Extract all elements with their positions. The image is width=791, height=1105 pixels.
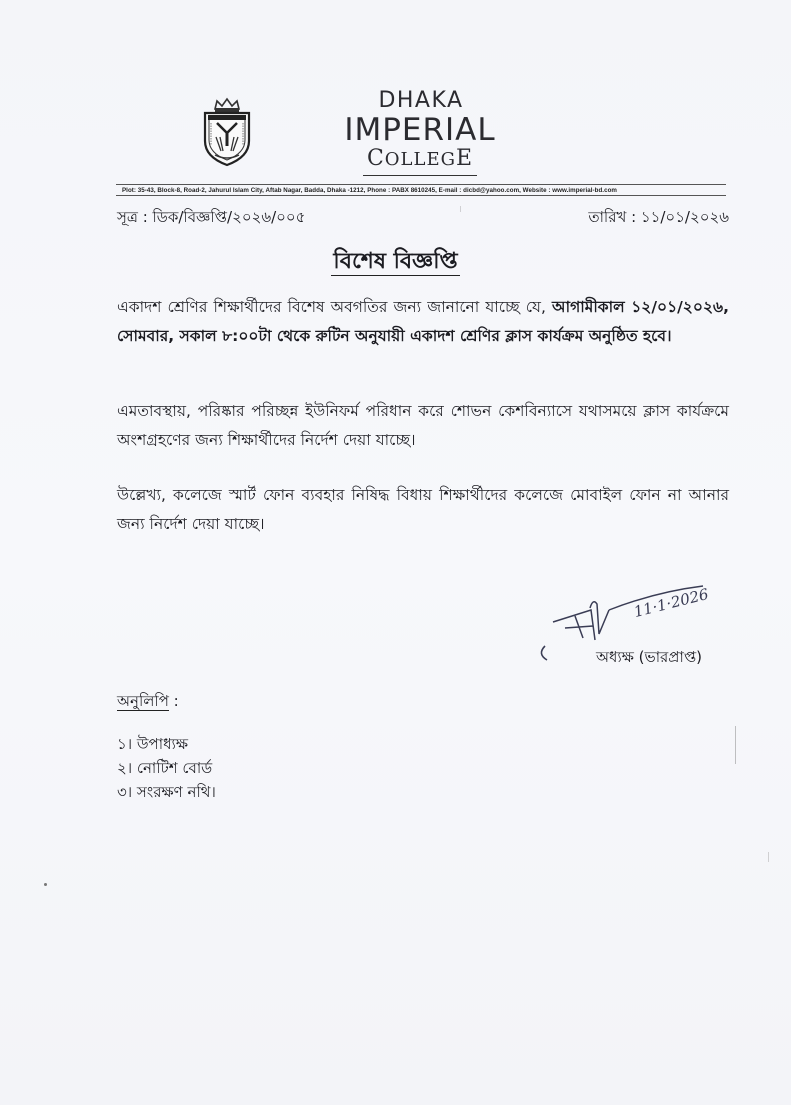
copy-to-item: ১। উপাধ্যক্ষ: [117, 735, 188, 753]
scan-speck: [44, 883, 47, 886]
copy-to-item: ৩। সংরক্ষণ নথি।: [117, 783, 216, 801]
paragraph-1-intro: একাদশ শ্রেণির শিক্ষার্থীদের বিশেষ অবগতির জন্য জানানো যাচ্ছে যে,: [117, 298, 552, 316]
scan-mark: [460, 206, 461, 212]
scan-mark: [768, 852, 769, 862]
copy-to-list: [117, 732, 216, 804]
college-address: Plot: 35-43, Block-8, Road-2, Jahurul Islam City, Aftab Nagar, Badda, Dhaka -1212, Phone : PABX 8610245, E-mail : dicbd@yahoo.com, Website : www.imperial-bd.com: [122, 187, 617, 194]
copy-to-colon: :: [168, 692, 179, 710]
paragraph-2: এমতাবস্থায়, পরিষ্কার পরিচ্ছন্ন ইউনিফর্ম পরিধান করে শোভন কেশবিন্যাসে যথাসময়ে ক্লাস কার্যক্রমে অংশগ্রহণের জন্য শিক্ষার্থীদের নির্দেশ দেয়া যাচ্ছে।: [117, 402, 729, 449]
copy-to-label: অনুলিপি: [117, 692, 169, 710]
college-name-line3-middle: OLLEG: [384, 149, 456, 170]
notice-date: তারিখ : ১১/০১/২০২৬: [588, 208, 729, 226]
copy-to-item: ২। নোটিশ বোর্ড: [117, 759, 213, 777]
paragraph-1-highlight: আগামীকাল ১২/০১/২০২৬, সোমবার, সকাল ৮:০০টা থেকে রুটিন অনুযায়ী একাদশ শ্রেণির ক্লাস কার্যক্রম অনুষ্ঠিত হবে।: [117, 298, 729, 345]
signatory-designation: অধ্যক্ষ (ভারপ্রাপ্ত): [596, 648, 703, 666]
notice-title: [0, 244, 791, 281]
paragraph-1: [117, 293, 729, 351]
reference-number: সূত্র : ডিক/বিজ্ঞপ্তি/২০২৬/০০৫: [117, 208, 306, 226]
college-crest-logo-icon: [201, 97, 253, 167]
scan-mark: [735, 726, 736, 764]
college-name-line3: [363, 146, 477, 176]
address-bar: [116, 184, 726, 196]
notice-title-text: বিশেষ বিজ্ঞপ্তি: [333, 249, 458, 274]
letterhead: [0, 0, 791, 210]
signature-date: 11·1·2026: [631, 585, 711, 621]
college-name: [330, 88, 510, 176]
college-name-line2: IMPERIAL: [344, 112, 496, 148]
paragraph-3: উল্লেখ্য, কলেজে স্মার্ট ফোন ব্যবহার নিষিদ্ধ বিধায় শিক্ষার্থীদের কলেজে মোবাইল ফোন না আনার জন্য নির্দেশ দেয়া যাচ্ছে।: [117, 486, 729, 533]
copy-to-heading: [117, 690, 179, 715]
college-name-line1: DHAKA: [378, 88, 464, 113]
college-name-line3-final: E: [455, 146, 474, 171]
college-name-line3-initial: C: [366, 146, 385, 171]
